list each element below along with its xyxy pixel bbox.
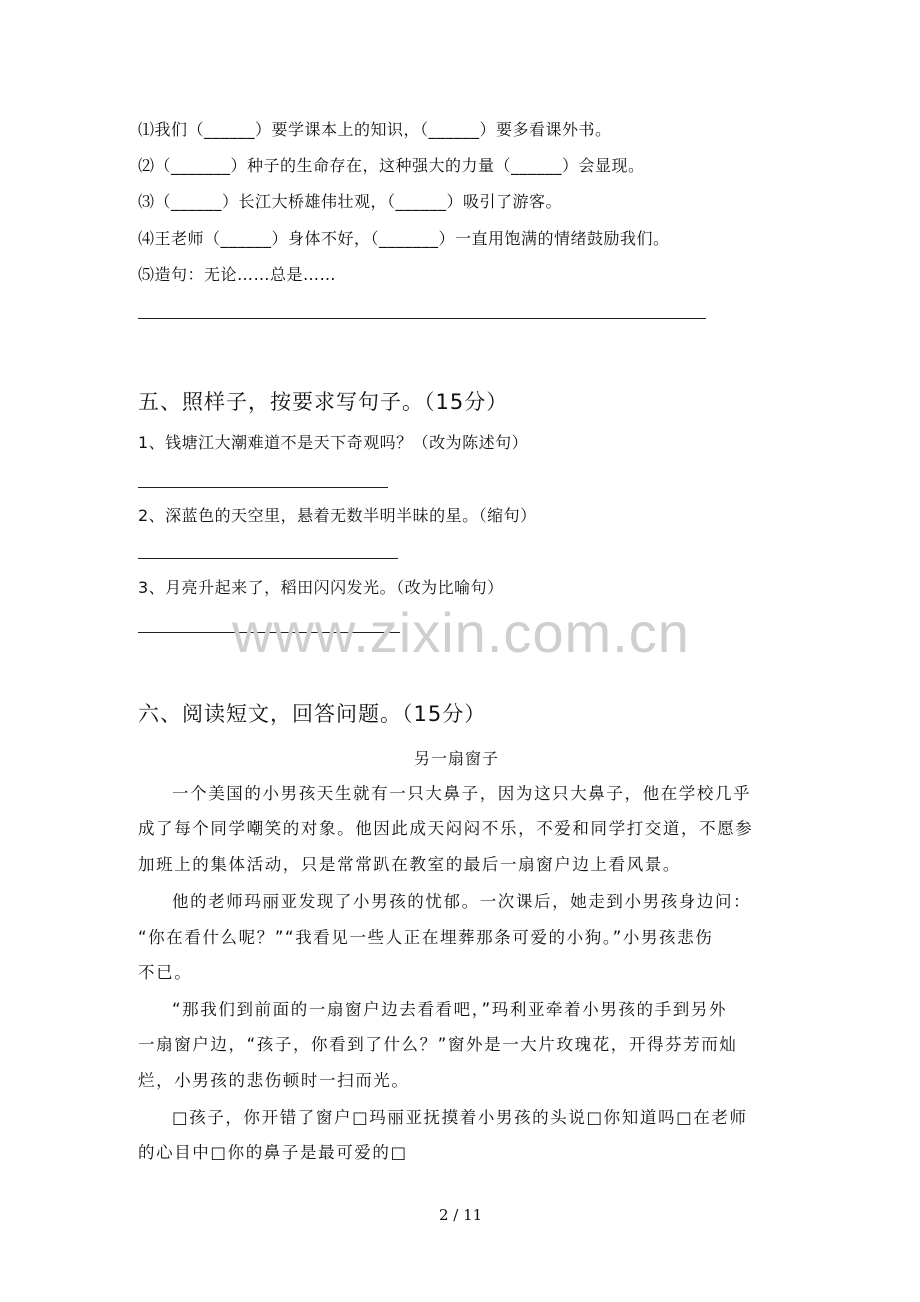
rewrite-item-3: 3、月亮升起来了，稻田闪闪发光。（改为比喻句） [138, 578, 504, 597]
passage-line: 他的老师玛丽亚发现了小男孩的忧郁。一次课后，她走到小男孩身边问： [172, 892, 752, 911]
rewrite-item-2: 2、深蓝色的天空里，悬着无数半明半昧的星。（缩句） [138, 506, 537, 525]
section-6-heading: 六、阅读短文，回答问题。（15分） [138, 702, 487, 726]
answer-line [138, 318, 706, 319]
watermark: www.zixin.com.cn [232, 601, 690, 664]
passage-line: 不已。 [138, 963, 193, 982]
fill-blank-item-3: ⑶（______）长江大桥雄伟壮观，（______）吸引了游客。 [138, 192, 563, 211]
passage-title: 另一扇窗子 [414, 749, 500, 768]
passage-line: 成了每个同学嘲笑的对象。他因此成天闷闷不乐，不爱和同学打交道，不愿参 [138, 819, 754, 838]
passage-line: 一个美国的小男孩天生就有一只大鼻子，因为这只大鼻子，他在学校几乎 [172, 784, 752, 803]
fill-blank-item-1: ⑴我们（______）要学课本上的知识，（______）要多看课外书。 [138, 120, 612, 139]
passage-line: □孩子，你开错了窗户□玛丽亚抚摸着小男孩的头说□你知道吗□在老师 [172, 1108, 748, 1127]
fill-blank-item-2: ⑵（_______）种子的生命存在，这种强大的力量（______）会显现。 [138, 156, 645, 175]
passage-line: “你在看什么呢？”“我看见一些人正在埋葬那条可爱的小狗。”小男孩悲伤 [138, 928, 714, 947]
answer-line [138, 487, 388, 488]
passage-line: 加班上的集体活动，只是常常趴在教室的最后一扇窗户边上看风景。 [138, 855, 681, 874]
passage-line: “那我们到前面的一扇窗户边去看看吧，”玛利亚牵着小男孩的手到另外 [172, 1000, 728, 1019]
answer-line [138, 558, 398, 559]
fill-blank-item-4: ⑷王老师（______）身体不好，（_______）一直用饱满的情绪鼓励我们。 [138, 229, 670, 248]
section-5-heading: 五、照样子，按要求写句子。（15分） [138, 390, 509, 414]
passage-line: 一扇窗户边，“孩子，你看到了什么？”窗外是一大片玫瑰花，开得芬芳而灿 [138, 1035, 738, 1054]
make-sentence-item: ⑸造句：无论……总是…… [138, 265, 337, 284]
passage-line: 的心目中□你的鼻子是最可爱的□ [138, 1143, 408, 1162]
rewrite-item-1: 1、钱塘江大潮难道不是天下奇观吗？（改为陈述句） [138, 433, 529, 452]
page-number: 2 / 11 [439, 1206, 483, 1224]
passage-line: 烂，小男孩的悲伤顿时一扫而光。 [138, 1071, 410, 1090]
